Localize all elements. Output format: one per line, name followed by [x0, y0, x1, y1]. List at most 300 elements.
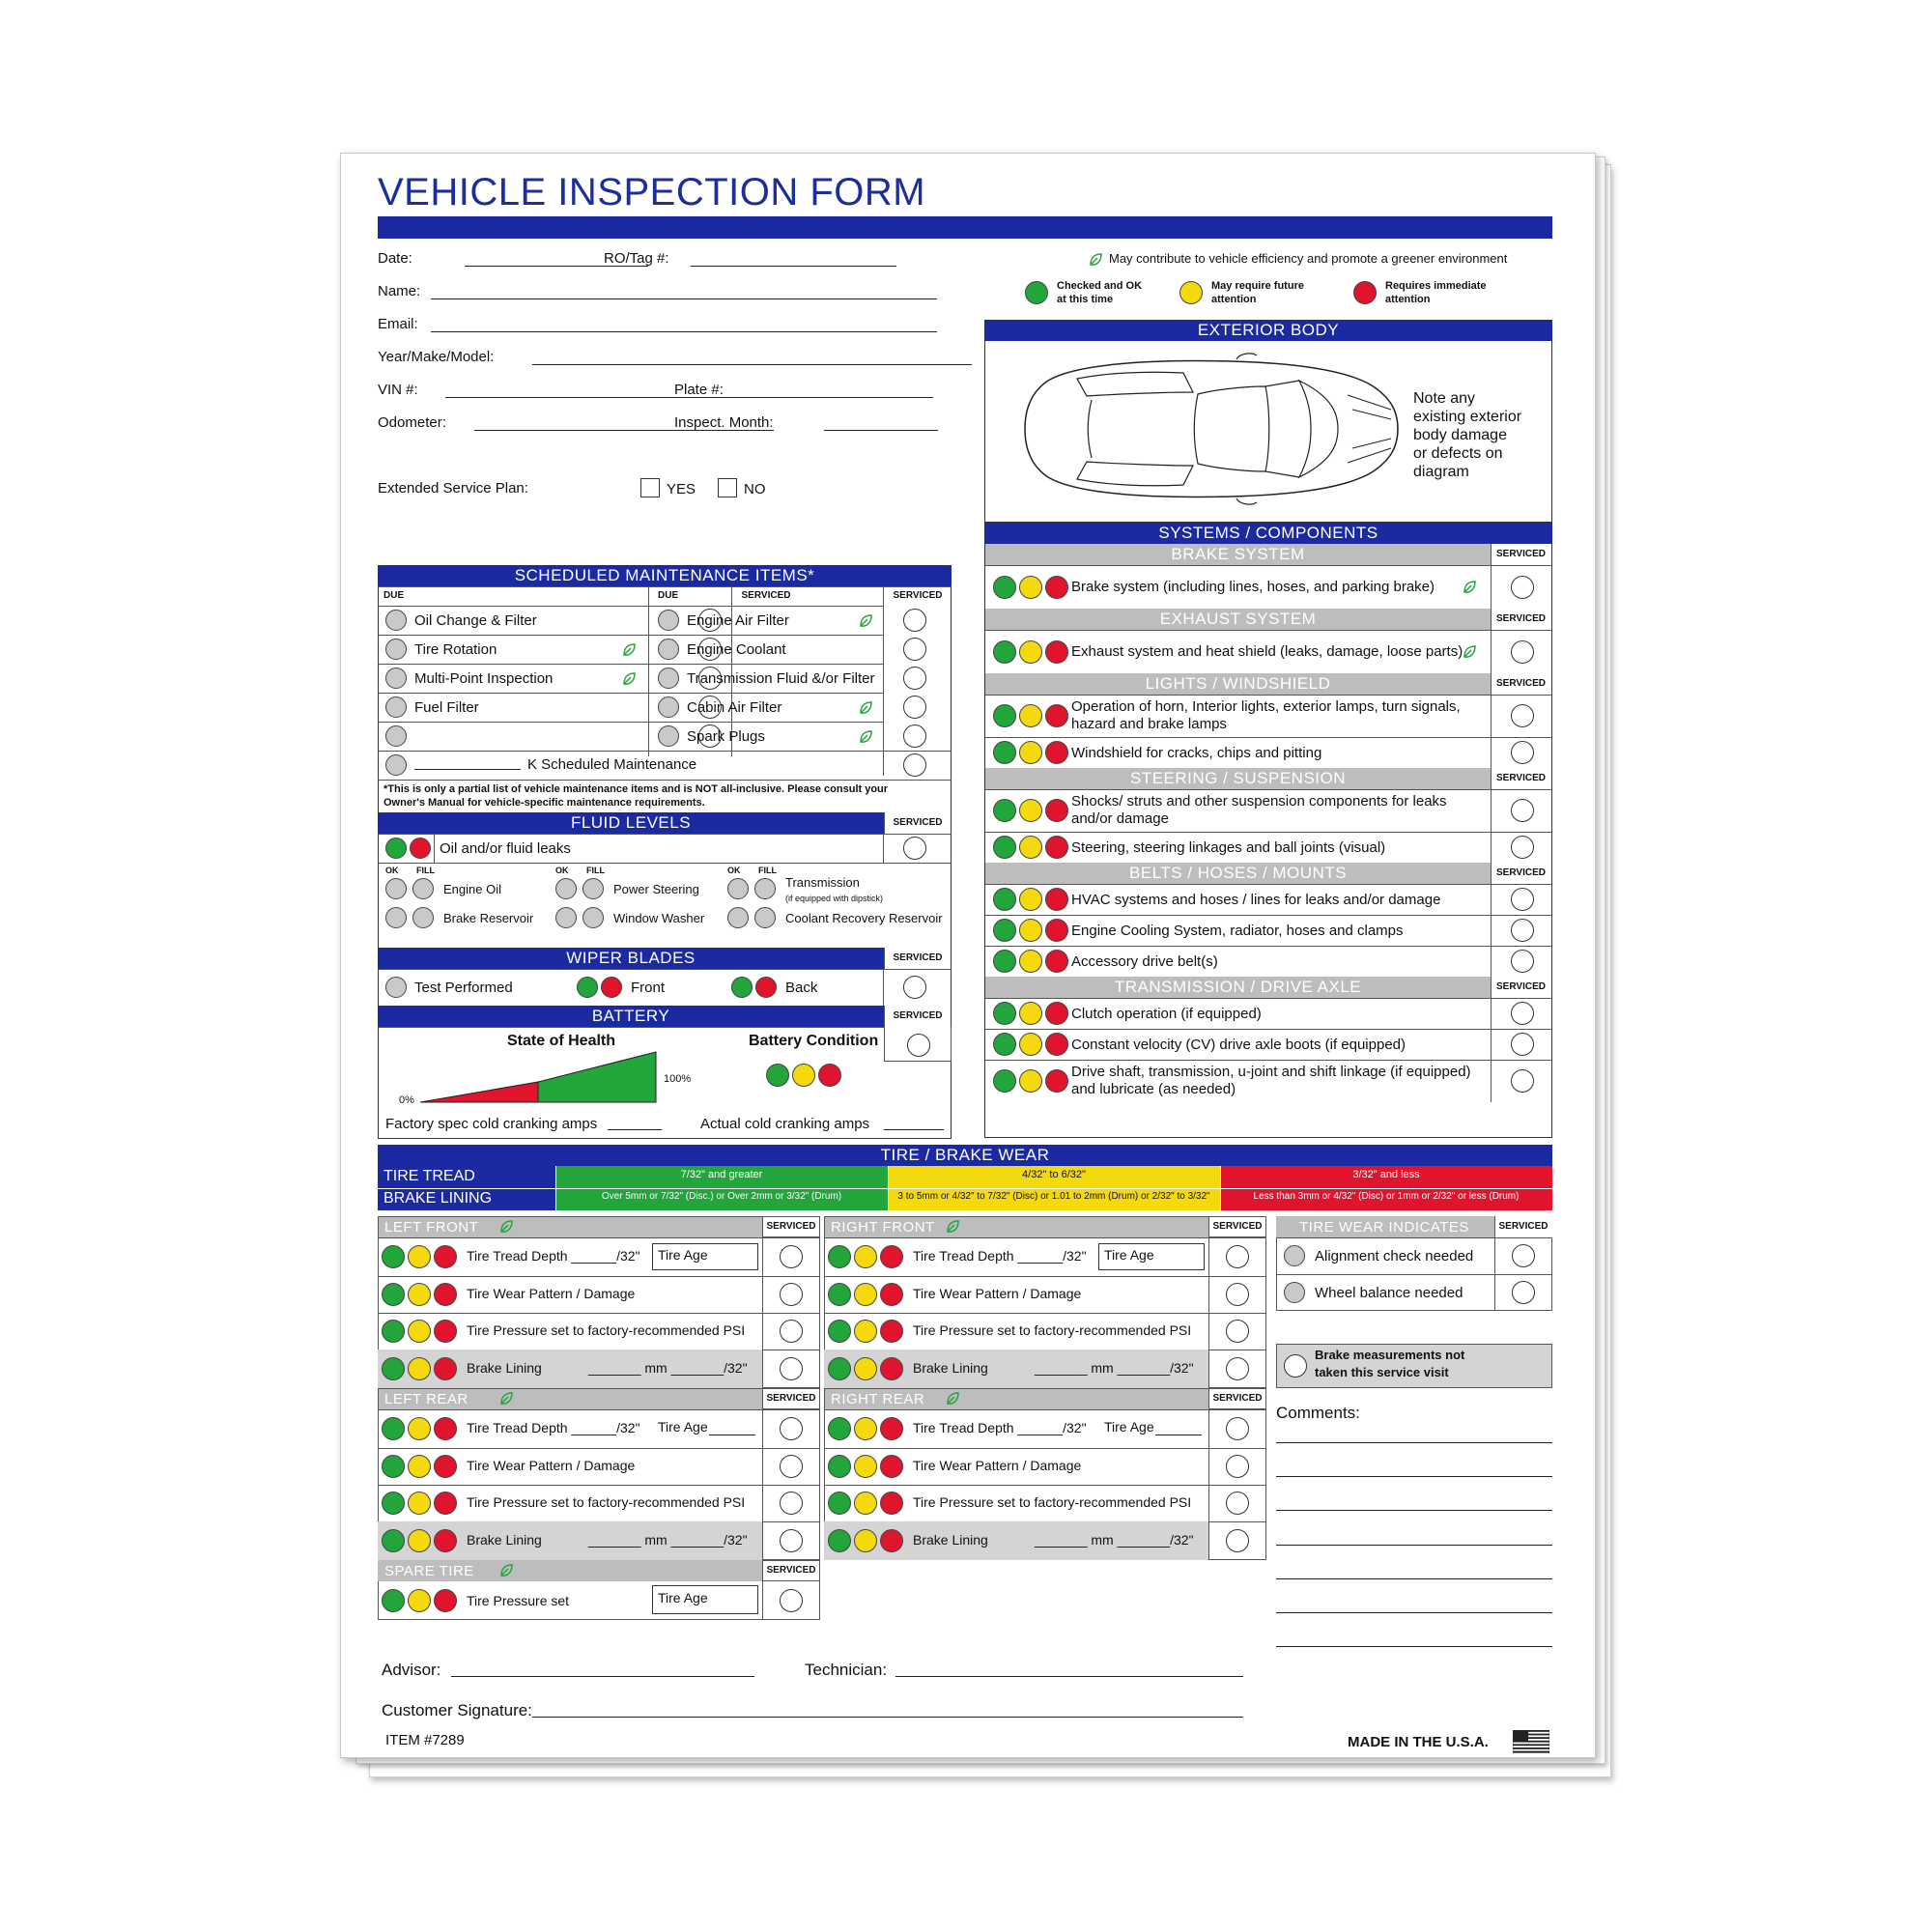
serviced-checkbox[interactable]	[780, 1245, 803, 1268]
yellow-status-dot[interactable]	[1019, 950, 1042, 973]
serviced-checkbox[interactable]	[903, 667, 926, 690]
yellow-status-dot[interactable]	[408, 1320, 431, 1343]
due-circle[interactable]	[385, 610, 407, 631]
green-status-dot[interactable]	[828, 1529, 851, 1552]
yellow-status-dot[interactable]	[408, 1245, 431, 1268]
yellow-status-dot[interactable]	[1019, 888, 1042, 911]
red-status-dot[interactable]	[1045, 741, 1068, 764]
col-divider	[1491, 998, 1492, 1029]
yellow-status-dot[interactable]	[854, 1417, 877, 1440]
green-status-dot[interactable]	[731, 977, 753, 998]
green-status-dot[interactable]	[828, 1417, 851, 1440]
serviced-checkbox[interactable]	[903, 609, 926, 632]
red-status-dot[interactable]	[880, 1320, 903, 1343]
tire-brake: Brake Lining	[913, 1360, 988, 1376]
red-status-dot[interactable]	[434, 1417, 457, 1440]
item-number: ITEM #7289	[385, 1732, 465, 1748]
green-status-dot[interactable]	[828, 1492, 851, 1515]
tire-age-label: Tire Age	[658, 1590, 708, 1605]
green-status-dot[interactable]	[993, 576, 1016, 599]
yellow-status-dot[interactable]	[854, 1283, 877, 1306]
item-text: Shocks/ struts and other suspension components for leaks	[1071, 793, 1447, 810]
red-status-dot[interactable]	[1045, 1069, 1068, 1093]
red-status-dot[interactable]	[434, 1320, 457, 1343]
wiper-header: WIPER BLADES	[378, 948, 884, 969]
write-line[interactable]	[608, 1129, 662, 1130]
green-status-dot[interactable]	[993, 704, 1016, 727]
section-header: TRANSMISSION / DRIVE AXLE	[985, 977, 1491, 998]
red-status-dot[interactable]	[434, 1283, 457, 1306]
tire-wear: Tire Wear Pattern / Damage	[467, 1286, 636, 1301]
scheduled-item: Engine Air Filter	[687, 612, 789, 629]
col-divider	[1491, 946, 1492, 977]
fill-label: FILL	[586, 866, 605, 875]
comments-label: Comments:	[1276, 1404, 1360, 1422]
y-lining-text: 3 to 5mm or 4/32" to 7/32" (Disc) or 1.01 to 2mm (Drum) or 2/32" to 3/32"	[897, 1191, 1210, 1202]
indicates-title: TIRE WEAR INDICATES	[1299, 1219, 1469, 1236]
yellow-status-dot[interactable]	[1019, 919, 1042, 942]
scheduled-item: Engine Coolant	[687, 641, 786, 658]
green-status-dot[interactable]	[993, 919, 1016, 942]
due-circle[interactable]	[658, 696, 679, 718]
red-status-dot[interactable]	[1045, 640, 1068, 664]
col-divider	[1491, 915, 1492, 946]
green-status-dot[interactable]	[993, 836, 1016, 859]
yellow-status-dot[interactable]	[1019, 741, 1042, 764]
row-divider	[824, 1409, 1266, 1410]
yes-checkbox[interactable]	[640, 478, 660, 497]
tire-pressure: Tire Pressure set to factory-recommended PSI	[467, 1494, 746, 1510]
serviced-checkbox[interactable]	[1511, 640, 1534, 664]
yellow-status-dot[interactable]	[408, 1529, 431, 1552]
email-label: Email:	[378, 316, 418, 332]
yellow-status-dot[interactable]	[854, 1492, 877, 1515]
ok-label: OK	[555, 866, 569, 875]
green-status-dot[interactable]	[382, 1455, 405, 1478]
row-divider	[985, 695, 1552, 696]
serviced-label: SERVICED	[766, 1221, 816, 1232]
yellow-status-dot[interactable]	[1019, 640, 1042, 664]
serviced-checkbox[interactable]	[1226, 1357, 1249, 1380]
legend-green-label: Checked and OK at this time	[1057, 280, 1143, 305]
item-text: Engine Cooling System, radiator, hoses and clamps	[1071, 922, 1404, 939]
write-line[interactable]	[532, 1717, 1243, 1718]
green-status-dot[interactable]	[993, 1002, 1016, 1025]
green-status-dot[interactable]	[993, 741, 1016, 764]
serviced-checkbox[interactable]	[903, 724, 926, 748]
name-label: Name:	[378, 283, 421, 299]
row-divider	[378, 969, 952, 970]
write-line[interactable]	[1276, 1442, 1552, 1443]
row-divider	[985, 1029, 1552, 1030]
col-divider	[1208, 1276, 1209, 1313]
tire-header: TIRE / BRAKE WEAR	[378, 1145, 1552, 1166]
serviced-checkbox[interactable]	[780, 1357, 803, 1380]
row-divider	[378, 1485, 820, 1486]
row-divider	[1276, 1274, 1552, 1275]
write-line[interactable]	[1276, 1476, 1552, 1477]
col-divider	[1208, 1409, 1209, 1448]
write-line[interactable]	[884, 1129, 944, 1130]
green-status-dot[interactable]	[993, 1033, 1016, 1056]
serviced-checkbox[interactable]	[1226, 1492, 1249, 1515]
serviced-checkbox[interactable]	[1226, 1455, 1249, 1478]
eco-note: May contribute to vehicle efficiency and promote a greener environment	[1109, 251, 1508, 266]
section-header: STEERING / SUSPENSION	[985, 768, 1491, 789]
serviced-checkbox[interactable]	[1511, 1069, 1534, 1093]
serviced-checkbox[interactable]	[1226, 1320, 1249, 1343]
fluid-item: Power Steering	[613, 882, 699, 896]
red-status-dot[interactable]	[880, 1245, 903, 1268]
due-circle[interactable]	[385, 696, 407, 718]
serviced-checkbox[interactable]	[1511, 1002, 1534, 1025]
fill-circle[interactable]	[412, 907, 434, 928]
red-status-dot[interactable]	[601, 977, 622, 998]
serviced-label: SERVICED	[893, 817, 943, 828]
g-lining-text: Over 5mm or 7/32" (Disc.) or Over 2mm or 3/32" (Drum)	[601, 1191, 842, 1202]
g-tread-text: 7/32" and greater	[680, 1169, 763, 1180]
green-status-dot[interactable]	[382, 1589, 405, 1612]
fill-circle[interactable]	[582, 907, 604, 928]
red-status-dot[interactable]	[880, 1417, 903, 1440]
fill-circle[interactable]	[582, 878, 604, 899]
col-divider	[1491, 630, 1492, 673]
serviced-checkbox[interactable]	[780, 1529, 803, 1552]
red-status-dot[interactable]	[1045, 950, 1068, 973]
write-line[interactable]	[761, 397, 933, 398]
pct-0: 0%	[399, 1094, 414, 1106]
yellow-status-dot[interactable]	[408, 1455, 431, 1478]
tire-wear: Tire Wear Pattern / Damage	[913, 1286, 1082, 1301]
green-status-dot[interactable]	[382, 1245, 405, 1268]
row-divider	[378, 693, 884, 694]
row-divider	[378, 664, 884, 665]
green-status-dot[interactable]	[828, 1455, 851, 1478]
dipstick-note: (if equipped with dipstick)	[785, 894, 884, 903]
state-of-health: State of Health	[507, 1033, 616, 1049]
red-status-dot[interactable]	[1045, 1033, 1068, 1056]
leaf-icon	[621, 642, 637, 658]
spare-pressure: Tire Pressure set	[467, 1593, 570, 1608]
green-status-dot[interactable]	[382, 1529, 405, 1552]
red-status-dot[interactable]	[434, 1455, 457, 1478]
serviced-checkbox[interactable]	[903, 976, 926, 999]
serviced-checkbox[interactable]	[780, 1455, 803, 1478]
red-status-dot[interactable]	[434, 1589, 457, 1612]
col-divider	[762, 1581, 763, 1620]
serviced-label: SERVICED	[893, 590, 943, 601]
yellow-status-dot[interactable]	[1019, 704, 1042, 727]
col-divider	[1494, 1274, 1495, 1311]
k-scheduled: K Scheduled Maintenance	[527, 756, 697, 773]
leaf-icon	[1462, 644, 1477, 660]
row-divider	[378, 1448, 820, 1449]
serviced-checkbox[interactable]	[1226, 1245, 1249, 1268]
serviced-checkbox[interactable]	[780, 1417, 803, 1440]
green-status-dot[interactable]	[828, 1320, 851, 1343]
row-divider	[824, 1485, 1266, 1486]
green-status-dot[interactable]	[828, 1357, 851, 1380]
write-line[interactable]	[431, 298, 937, 299]
ok-circle[interactable]	[555, 907, 577, 928]
yellow-status-dot[interactable]	[854, 1245, 877, 1268]
brake-not-checkbox[interactable]	[1284, 1354, 1307, 1378]
serviced-checkbox[interactable]	[1511, 919, 1534, 942]
green-status-dot[interactable]	[993, 799, 1016, 822]
row-divider	[378, 586, 952, 587]
green-status-dot[interactable]	[766, 1064, 789, 1087]
serviced-checkbox[interactable]	[1512, 1281, 1535, 1304]
item-text: hazard and brake lamps	[1071, 716, 1227, 732]
green-status-dot[interactable]	[382, 1417, 405, 1440]
due-circle[interactable]	[658, 610, 679, 631]
brake-mm: _______ mm _______/32"	[588, 1532, 748, 1548]
serviced-checkbox[interactable]	[1511, 888, 1534, 911]
title-bar	[378, 216, 1552, 239]
lf-title: LEFT FRONT	[384, 1219, 479, 1236]
serviced-checkbox[interactable]	[903, 638, 926, 661]
serviced-checkbox[interactable]	[1511, 741, 1534, 764]
brake-mm: _______ mm _______/32"	[588, 1360, 748, 1376]
write-line[interactable]	[1276, 1646, 1552, 1647]
ok-circle[interactable]	[385, 907, 407, 928]
indicator-circle[interactable]	[1284, 1245, 1305, 1266]
green-status-dot[interactable]	[385, 838, 407, 859]
exterior-header: EXTERIOR BODY	[984, 320, 1552, 341]
battery-condition: Battery Condition	[749, 1033, 879, 1049]
write-line[interactable]	[532, 364, 972, 365]
yellow-status-dot[interactable]	[854, 1320, 877, 1343]
red-status-dot[interactable]	[1045, 576, 1068, 599]
row-divider	[378, 1237, 820, 1238]
col-divider	[1491, 884, 1492, 915]
green-status-dot[interactable]	[382, 1357, 405, 1380]
brake-not-text: Brake measurements not	[1315, 1348, 1465, 1362]
systems-header: SYSTEMS / COMPONENTS	[984, 523, 1552, 544]
col-divider	[762, 1276, 763, 1313]
serviced-checkbox[interactable]	[1511, 836, 1534, 859]
tire-depth: Tire Tread Depth ______/32"	[467, 1420, 640, 1435]
serviced-checkbox[interactable]	[903, 696, 926, 719]
col-divider	[762, 1521, 763, 1560]
write-line[interactable]	[1276, 1545, 1552, 1546]
test-circle[interactable]	[385, 977, 407, 998]
row-divider	[824, 1448, 1266, 1449]
serviced-checkbox[interactable]	[1511, 950, 1534, 973]
serviced-checkbox[interactable]	[780, 1492, 803, 1515]
serviced-label: SERVICED	[1496, 773, 1546, 783]
fill-circle[interactable]	[754, 878, 776, 899]
item-text: and/or damage	[1071, 810, 1169, 827]
tire-tread-label: TIRE TREAD	[384, 1168, 475, 1184]
ok-circle[interactable]	[727, 878, 749, 899]
red-status-dot[interactable]	[410, 838, 431, 859]
ok-circle[interactable]	[727, 907, 749, 928]
serviced-checkbox[interactable]	[903, 753, 926, 777]
legend-red-label: Requires immediate attention	[1385, 280, 1487, 305]
advisor-label: Advisor:	[382, 1661, 441, 1679]
serviced-checkbox[interactable]	[1511, 704, 1534, 727]
yellow-status-dot[interactable]	[854, 1357, 877, 1380]
serviced-checkbox[interactable]	[1226, 1529, 1249, 1552]
green-status-dot[interactable]	[382, 1492, 405, 1515]
due-circle[interactable]	[658, 668, 679, 689]
no-checkbox[interactable]	[718, 478, 737, 497]
yellow-status-dot[interactable]	[1019, 836, 1042, 859]
col-divider	[1208, 1237, 1209, 1276]
serviced-checkbox[interactable]	[780, 1283, 803, 1306]
write-line[interactable]	[1276, 1612, 1552, 1613]
col-divider	[1208, 1485, 1209, 1521]
due-circle[interactable]	[658, 725, 679, 747]
due-circle[interactable]	[385, 639, 407, 660]
back-label: Back	[785, 980, 818, 996]
red-status-dot[interactable]	[880, 1283, 903, 1306]
row-divider	[985, 946, 1552, 947]
green-status-dot[interactable]	[993, 950, 1016, 973]
align-label: Alignment check needed	[1315, 1248, 1474, 1264]
yellow-status-dot[interactable]	[408, 1589, 431, 1612]
red-status-dot[interactable]	[1045, 799, 1068, 822]
yellow-status-dot[interactable]	[1019, 1002, 1042, 1025]
red-status-dot[interactable]	[1045, 836, 1068, 859]
brake-not-text: taken this service visit	[1315, 1365, 1449, 1379]
serviced-checkbox[interactable]	[903, 837, 926, 860]
red-status-dot[interactable]	[434, 1529, 457, 1552]
yellow-status-dot[interactable]	[1019, 799, 1042, 822]
row-divider	[985, 1060, 1552, 1061]
serviced-checkbox[interactable]	[907, 1034, 930, 1057]
green-status-dot[interactable]	[993, 888, 1016, 911]
write-line[interactable]	[451, 1676, 754, 1677]
red-status-dot[interactable]	[1045, 919, 1068, 942]
serviced-checkbox[interactable]	[1511, 1033, 1534, 1056]
due-circle[interactable]	[385, 668, 407, 689]
red-status-dot[interactable]	[1045, 888, 1068, 911]
serviced-checkbox[interactable]	[1226, 1283, 1249, 1306]
serviced-label: SERVICED	[1496, 613, 1546, 624]
yellow-status-dot[interactable]	[408, 1357, 431, 1380]
due-circle[interactable]	[385, 725, 407, 747]
yellow-status-dot[interactable]	[408, 1417, 431, 1440]
green-status-dot[interactable]	[382, 1320, 405, 1343]
write-line[interactable]	[1276, 1578, 1552, 1579]
legend-green-dot	[1025, 281, 1048, 304]
row-divider	[985, 789, 1552, 790]
write-line[interactable]	[824, 430, 938, 431]
red-status-dot[interactable]	[880, 1492, 903, 1515]
red-status-dot[interactable]	[1045, 1002, 1068, 1025]
form-page	[340, 153, 1596, 1758]
fluid-item: Transmission	[785, 875, 860, 890]
fill-circle[interactable]	[754, 907, 776, 928]
ok-circle[interactable]	[555, 878, 577, 899]
car-diagram[interactable]	[1019, 352, 1406, 506]
red-status-dot[interactable]	[880, 1357, 903, 1380]
col-divider	[1208, 1521, 1209, 1560]
fill-circle[interactable]	[412, 878, 434, 899]
yellow-status-dot[interactable]	[408, 1283, 431, 1306]
yellow-status-dot[interactable]	[792, 1064, 815, 1087]
page-title: VEHICLE INSPECTION FORM	[378, 171, 926, 213]
red-status-dot[interactable]	[818, 1064, 841, 1087]
yellow-status-dot[interactable]	[1019, 1033, 1042, 1056]
due-circle[interactable]	[658, 639, 679, 660]
red-status-dot[interactable]	[755, 977, 777, 998]
green-status-dot[interactable]	[828, 1283, 851, 1306]
leaf-icon	[1462, 580, 1477, 595]
serviced-checkbox[interactable]	[780, 1589, 803, 1612]
serviced-checkbox[interactable]	[1512, 1244, 1535, 1267]
scheduled-item: Oil Change & Filter	[414, 612, 537, 629]
yellow-status-dot[interactable]	[854, 1529, 877, 1552]
write-line[interactable]	[691, 266, 896, 267]
green-status-dot[interactable]	[993, 1069, 1016, 1093]
red-status-dot[interactable]	[434, 1357, 457, 1380]
col-divider	[762, 1409, 763, 1448]
row-divider	[378, 863, 952, 864]
item-text: Constant velocity (CV) drive axle boots (if equipped)	[1071, 1036, 1406, 1053]
green-status-dot[interactable]	[577, 977, 598, 998]
scheduled-item: Multi-Point Inspection	[414, 670, 554, 687]
rr-title: RIGHT REAR	[831, 1391, 925, 1407]
row-divider	[378, 722, 884, 723]
red-status-dot[interactable]	[434, 1492, 457, 1515]
footnote-line: *This is only a partial list of vehicle maintenance items and is NOT all-inclusive. Please consult your	[384, 783, 889, 795]
red-status-dot[interactable]	[1045, 704, 1068, 727]
serviced-checkbox[interactable]	[1511, 576, 1534, 599]
green-status-dot[interactable]	[993, 640, 1016, 664]
item-text: Drive shaft, transmission, u-joint and shift linkage (if equipped)	[1071, 1064, 1471, 1080]
yellow-status-dot[interactable]	[854, 1455, 877, 1478]
row-divider	[378, 1313, 820, 1314]
item-text: Operation of horn, Interior lights, exterior lamps, turn signals,	[1071, 698, 1461, 715]
brake-mm: _______ mm _______/32"	[1035, 1532, 1194, 1548]
write-line[interactable]	[895, 1676, 1243, 1677]
test-performed: Test Performed	[414, 980, 513, 996]
col-divider	[1491, 565, 1492, 609]
serviced-checkbox[interactable]	[780, 1320, 803, 1343]
odometer-label: Odometer:	[378, 414, 446, 431]
due-circle[interactable]	[385, 754, 407, 776]
serviced-label: SERVICED	[893, 952, 943, 963]
row-divider	[378, 751, 952, 752]
write-line[interactable]	[1276, 1510, 1552, 1511]
red-status-dot[interactable]	[880, 1529, 903, 1552]
ok-circle[interactable]	[385, 878, 407, 899]
indicator-circle[interactable]	[1284, 1282, 1305, 1303]
write-line[interactable]	[414, 769, 521, 770]
serviced-checkbox[interactable]	[1511, 799, 1534, 822]
serviced-label: SERVICED	[1496, 549, 1546, 559]
col-divider	[1491, 1029, 1492, 1060]
leaf-icon	[1088, 252, 1103, 268]
red-status-dot[interactable]	[434, 1245, 457, 1268]
due-label: DUE	[658, 590, 679, 601]
yellow-status-dot[interactable]	[1019, 576, 1042, 599]
made-in-usa: MADE IN THE U.S.A.	[1348, 1734, 1489, 1750]
exterior-note-line: diagram	[1413, 464, 1469, 480]
green-status-dot[interactable]	[828, 1245, 851, 1268]
yellow-status-dot[interactable]	[1019, 1069, 1042, 1093]
fluid-item: Brake Reservoir	[443, 911, 534, 925]
yellow-status-dot[interactable]	[408, 1492, 431, 1515]
section-header: LIGHTS / WINDSHIELD	[985, 673, 1491, 695]
serviced-checkbox[interactable]	[1226, 1417, 1249, 1440]
write-line[interactable]	[431, 331, 937, 332]
green-status-dot[interactable]	[382, 1283, 405, 1306]
red-status-dot[interactable]	[880, 1455, 903, 1478]
